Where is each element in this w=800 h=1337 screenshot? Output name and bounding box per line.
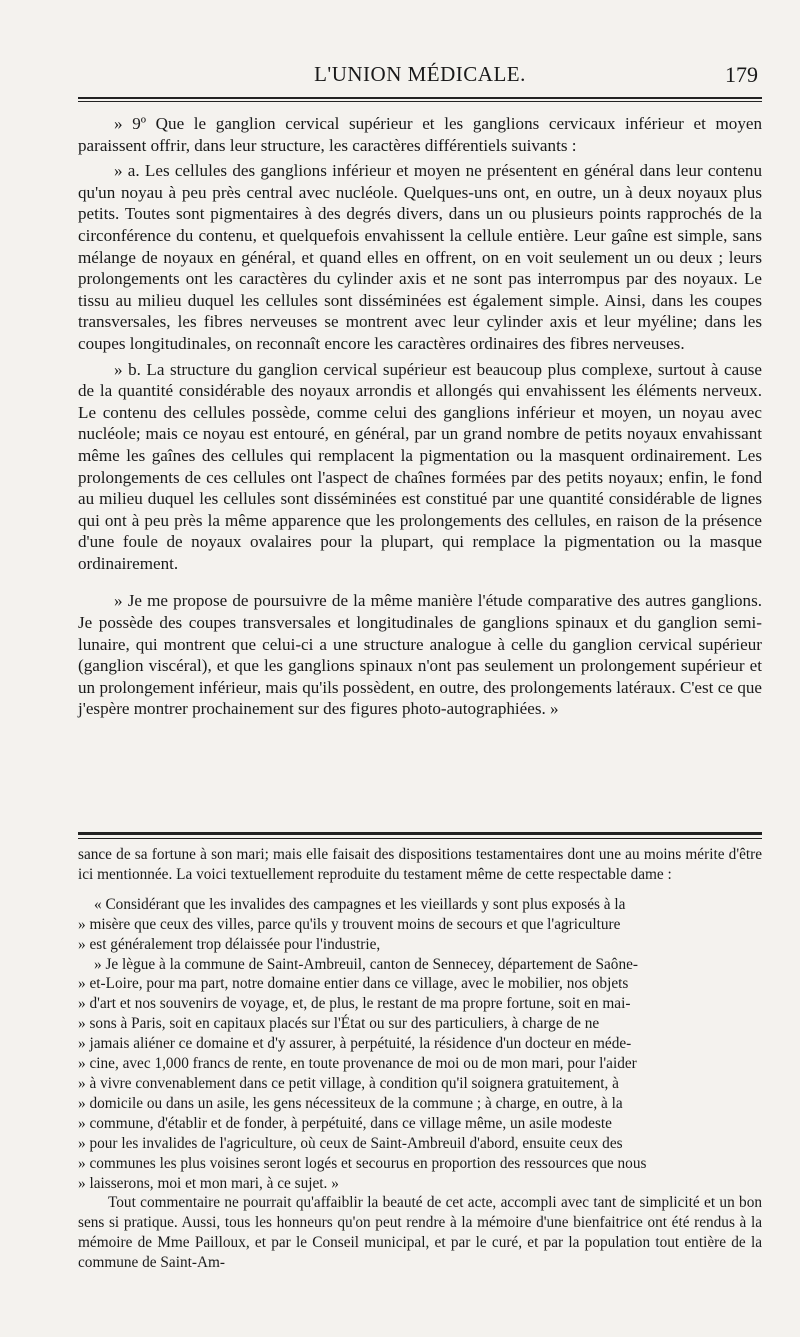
quote-line: » d'art et nos souvenirs de voyage, et, de plus, le restant de ma propre fortune, soit en mai-: [78, 995, 631, 1013]
feuilleton-conclusion: Tout commentaire ne pourrait qu'affaiblir la beauté de cet acte, accompli avec tant de simplicité et un bon sens si pratique. Aussi, tous les honneurs qu'on peut rendre à la mémoire d'une bienfaitrice ont été rendus à la mémoire de Mme Pailloux, et par le Conseil municipal, et par le curé, et par la population tout entière de la commune de Saint-Am-: [78, 1194, 762, 1272]
quote-line: » commune, d'établir et de fonder, à perpétuité, dans ce village même, un asile modeste: [78, 1114, 612, 1132]
quote-line: » jamais aliéner ce domaine et d'y assurer, à perpétuité, la résidence d'un docteur en méde-: [78, 1035, 632, 1053]
quote-line: » est généralement trop délaissée pour l'industrie,: [78, 935, 381, 953]
header-rule: [78, 97, 762, 102]
quote-line: « Considérant que les invalides des campagnes et les vieillards y sont plus exposés à la: [94, 895, 626, 913]
quote-line: » laisserons, moi et mon mari, à ce sujet. »: [78, 1174, 339, 1192]
feuilleton-body: [78, 845, 762, 1273]
quote-line: » misère que ceux des villes, parce qu'ils y trouvent moins de secours et que l'agriculture: [78, 915, 621, 933]
quote-line: » communes les plus voisines seront logés et secourus en proportion des ressources que nous: [78, 1154, 647, 1172]
journal-title: L'UNION MÉDICALE.: [314, 62, 526, 86]
quote-line: » domicile ou dans un asile, les gens nécessiteux de la commune ; à charge, en outre, à la: [78, 1094, 623, 1112]
article-body: [78, 113, 762, 720]
quote-line: » pour les invalides de l'agriculture, où ceux de Saint-Ambreuil d'abord, ensuite ceux des: [78, 1134, 623, 1152]
page-number: 179: [725, 62, 758, 87]
article-paragraph: » 9º Que le ganglion cervical supérieur et les ganglions cervicaux inférieur et moyen paraissent offrir, dans leur structure, les caractères différentiels suivants :: [78, 114, 762, 155]
article-paragraph: » Je me propose de poursuivre de la même manière l'étude comparative des autres ganglions. Je possède des coupes transversales et longitudinales de ganglions spinaux et du ganglion semi-lunaire, qui montrent que celui-ci a une structure analogue à celle du ganglion cervical supérieur (ganglion viscéral), et que les ganglions spinaux n'ont pas seulement un prolongement supérieur et un prolongement inférieur, mais qu'ils possèdent, en outre, des prolongements latéraux. C'est ce que j'espère montrer prochainement sur des figures photo-autographiées. »: [78, 591, 762, 719]
quote-line: » sons à Paris, soit en capitaux placés sur l'État ou sur des particuliers, à charge de ne: [78, 1015, 600, 1033]
page-header: [78, 60, 762, 96]
article-paragraph: » a. Les cellules des ganglions inférieur et moyen ne présentent en général dans leur contenu qu'un noyau à peu près central avec nucléole. Quelques-uns ont, en outre, un à deux noyaux plus petits. Toutes sont pigmentaires à des degrés divers, dans un ou plusieurs points rapprochés de la circonférence du contenu, et quelquefois envahissent la cellule entière. Leur gaîne est simple, sans mélange de noyaux en général, et quand elles en offrent, on en voit seulement un ou deux ; leurs prolongements ont les caractères du cylinder axis et ne sont pas interrompus par des noyaux. Le tissu au milieu duquel les cellules sont disséminées est également simple. Ainsi, dans les coupes transversales, les fibres nerveuses se montrent avec leur cylinder axis et leur myéline; dans les coupes longitudinales, on reconnaît encore les caractères ordinaires des fibres nerveuses.: [78, 161, 762, 353]
quote-line: » et-Loire, pour ma part, notre domaine entier dans ce village, avec le mobilier, nos objets: [78, 975, 629, 993]
feuilleton-intro: sance de sa fortune à son mari; mais elle faisait des dispositions testamentaires dont une au moins mérite d'être ici mentionnée. La voici textuellement reproduite du testament même de cette respectable dame :: [78, 846, 762, 883]
article-paragraph: » b. La structure du ganglion cervical supérieur est beaucoup plus complexe, surtout à cause de la quantité considérable des noyaux arrondis et allongés qui envahissent les éléments nerveux. Le contenu des cellules possède, comme celui des ganglions inférieur et moyen, un noyau avec nucléole; mais ce noyau est entouré, en général, par un grand nombre de petits noyaux envahissant même les gaînes des cellules qui remplacent la pigmentation ou la masquent ordinairement. Les prolongements de ces cellules ont l'aspect de chaînes formées par des petits noyaux; enfin, le fond au milieu duquel les cellules sont disséminées est constitué par une quantité considérable de lignes qui ont à peu près la même apparence que les prolongements des cellules, en raison de la présence d'une foule de noyaux ovalaires pour la plupart, qui remplace la pigmentation ou la masque ordinairement.: [78, 359, 762, 573]
quote-line: » cine, avec 1,000 francs de rente, en toute provenance de moi ou de mon mari, pour l'aider: [78, 1055, 637, 1073]
quote-line: » à vivre convenablement dans ce petit village, à condition qu'il soignera gratuitement, à: [78, 1074, 619, 1092]
testament-quote: [78, 895, 762, 1194]
feuilleton-separator: [78, 832, 762, 839]
quote-line: » Je lègue à la commune de Saint-Ambreuil, canton de Sennecey, département de Saône-: [94, 955, 638, 973]
